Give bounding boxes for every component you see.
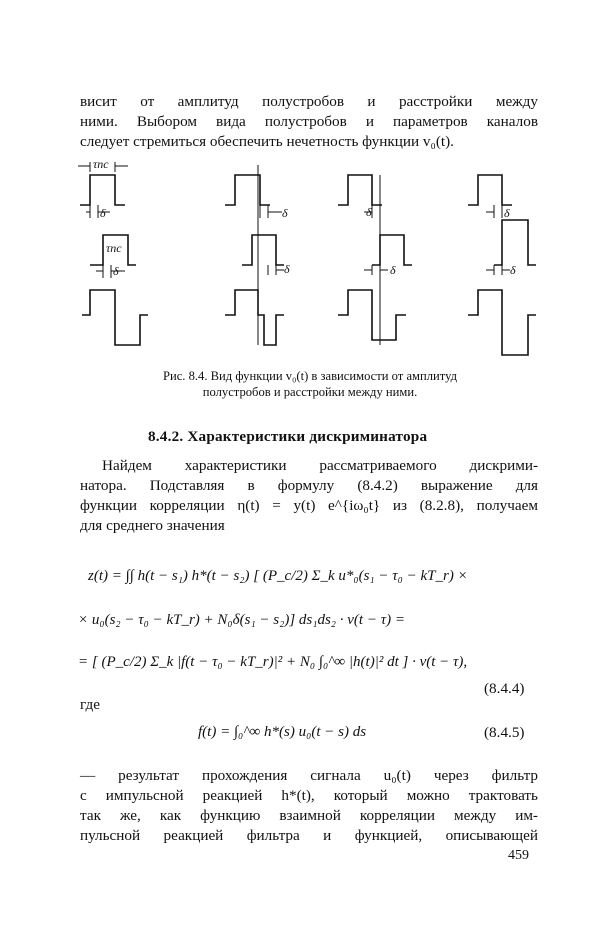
waveform-col4-upper — [468, 175, 512, 205]
delta-col4-middle — [486, 265, 510, 275]
delta-col2-middle — [268, 265, 284, 275]
waveform-col2-middle — [242, 235, 284, 265]
formula-line-2: × u₀(s₂ − τ₀ − kT_r) + N₀δ(s₁ − s₂)] ds₁ds₂ · v(t − τ) = — [78, 612, 405, 628]
delta-col3-middle — [364, 265, 388, 275]
text-line: ними. Выбором вида полустробов и параметров каналов — [80, 113, 538, 130]
delta-col1-upper — [86, 205, 110, 218]
delta-label-5: δ — [366, 205, 372, 219]
text-line: висит от амплитуд полустробов и расстройки между — [80, 93, 538, 110]
paragraph-3 — [80, 766, 538, 846]
section-heading: 8.4.2. Характеристики дискриминатора — [148, 428, 428, 445]
waveform-col2-upper — [225, 175, 270, 205]
where-word: где — [80, 696, 100, 713]
waveform-col4-lower — [468, 290, 536, 355]
waveform-col1-upper — [80, 175, 125, 205]
delta-label-2: δ — [113, 264, 119, 278]
formula-line-1: z(t) = ∫∫ h(t − s₁) h*(t − s₂) [ (P_c/2) Σ_k u*₀(s₁ − τ₀ − kT_r) × — [88, 568, 468, 584]
delta-label-4: δ — [284, 262, 290, 276]
paragraph-2 — [80, 456, 538, 536]
text-line: пульсной реакцией фильтра и функцией, описывающей — [80, 827, 538, 844]
delta-label-7: δ — [504, 206, 510, 220]
figure-8-4 — [70, 150, 550, 360]
delta-col1-middle — [96, 265, 125, 278]
formula-line-3: = [ (P_c/2) Σ_k |f(t − τ₀ − kT_r)|² + N₀ ∫₀^∞ |h(t)|² dt ] · v(t − τ), — [78, 654, 468, 670]
text-line: так же, как функцию взаимной корреляции между им- — [80, 807, 538, 824]
text-line: с импульсной реакцией h*(t), который можно трактовать — [80, 787, 538, 804]
waveform-col4-middle — [494, 220, 536, 265]
caption-line: полустробов и расстройки между ними. — [202, 385, 418, 399]
formula-8-4-5: f(t) = ∫₀^∞ h*(s) u₀(t − s) ds — [198, 724, 367, 740]
equation-number-8-4-5: (8.4.5) — [484, 724, 525, 741]
waveform-col3-upper — [338, 175, 382, 205]
text-line: — результат прохождения сигнала u₀(t) через фильтр — [80, 767, 538, 784]
waveform-col3-middle — [372, 235, 412, 265]
page-number: 459 — [508, 848, 529, 863]
text-line: Найдем характеристики рассматриваемого дискрими- — [102, 457, 538, 474]
delta-label-6: δ — [390, 263, 396, 277]
delta-label-3: δ — [282, 206, 288, 220]
delta-label-1: δ — [100, 206, 106, 220]
text-line: следует стремиться обеспечить нечетность функции v₀(t). — [80, 133, 454, 150]
text-line: функции корреляции η(t) = y(t) e^{iω₀t} из (8.2.8), получаем — [80, 497, 538, 514]
equation-number-8-4-4: (8.4.4) — [484, 680, 525, 697]
delta-label-8: δ — [510, 263, 516, 277]
tau-label-1: τпс — [93, 157, 109, 171]
intro-paragraph — [80, 92, 538, 152]
caption-line: Рис. 8.4. Вид функции v₀(t) в зависимости от амплитуд — [162, 369, 458, 383]
tau-label-2: τпс — [106, 241, 122, 255]
text-line: для среднего значения — [80, 517, 225, 534]
waveform-col3-lower — [338, 290, 406, 340]
figure-caption — [90, 368, 530, 400]
waveform-group — [78, 162, 536, 355]
delta-col4-upper — [486, 205, 502, 218]
delta-col2-upper — [260, 205, 282, 218]
waveform-col1-lower — [82, 290, 148, 345]
waveform-col2-lower — [225, 290, 284, 345]
text-line: натора. Подставляя в формулу (8.4.2) выражение для — [80, 477, 538, 494]
